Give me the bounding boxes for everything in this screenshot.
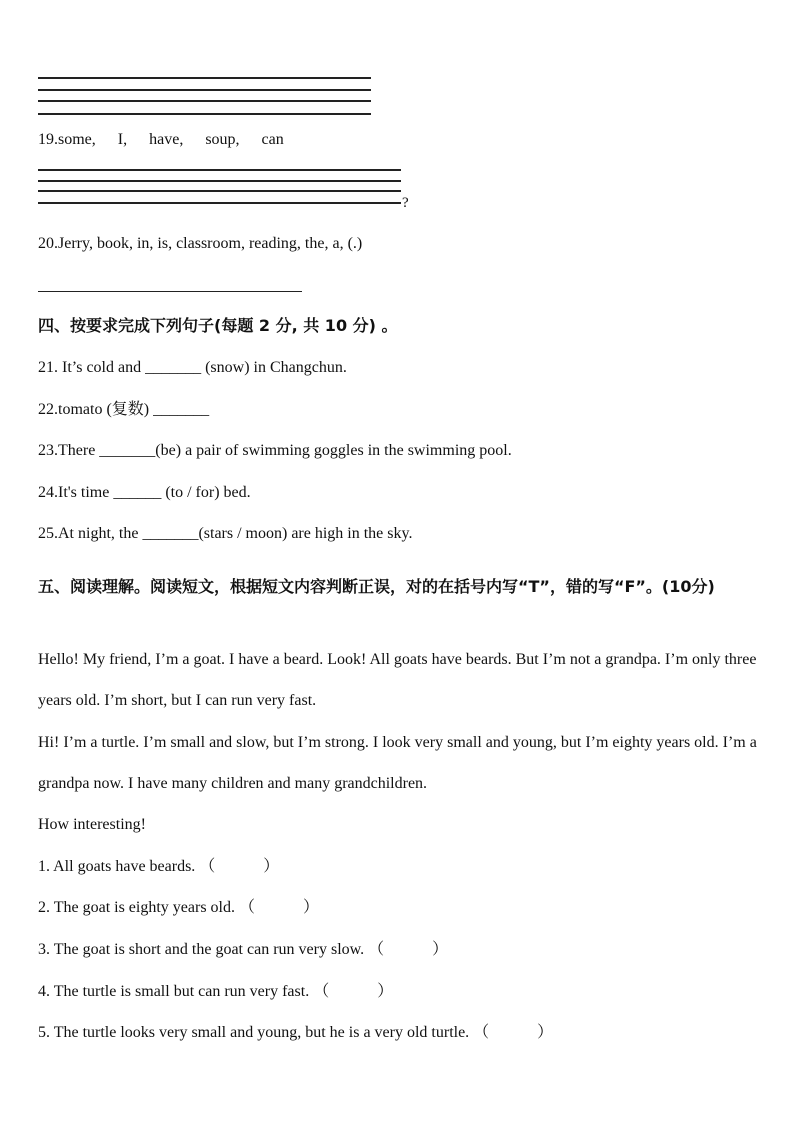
question-20: 20.Jerry, book, in, is, classroom, reading, the, a, (.) xyxy=(38,235,363,252)
question-23: 23.There _______(be) a pair of swimming goggles in the swimming pool. xyxy=(38,442,512,459)
question-number: 19. xyxy=(38,131,58,148)
word: can xyxy=(261,131,284,148)
passage-goat: Hello! My friend, I’m a goat. I have a beard. Look! All goats have beards. But I’m not a grandpa. I’m only three years old. I’m short, but I can run very fast. xyxy=(38,651,757,709)
answer-line[interactable] xyxy=(38,291,302,292)
question-mark: ? xyxy=(402,195,409,211)
question-25: 25.At night, the _______(stars / moon) are high in the sky. xyxy=(38,525,413,542)
answer-line[interactable] xyxy=(38,77,371,79)
question-21: 21. It’s cold and _______ (snow) in Changchun. xyxy=(38,359,347,376)
word: soup, xyxy=(205,131,240,148)
question-22: 22.tomato (复数) _______ xyxy=(38,401,210,418)
answer-line[interactable] xyxy=(38,100,371,102)
answer-line[interactable] xyxy=(38,180,401,182)
word: some, xyxy=(58,131,96,148)
section-5-heading: 五、阅读理解。阅读短文，根据短文内容判断正误，对的在括号内写“T”，错的写“F”。(10分) xyxy=(38,577,715,596)
answer-line[interactable] xyxy=(38,169,401,171)
passage-turtle: Hi! I’m a turtle. I’m small and slow, but I’m strong. I look very small and young, but I’m eighty years old. I’m a grandpa now. I have many children and many grandchildren. xyxy=(38,734,757,792)
tf-question-5: 5. The turtle looks very small and young, but he is a very old turtle. （ ） xyxy=(38,1024,554,1041)
tf-question-4: 4. The turtle is small but can run very fast. （ ） xyxy=(38,983,394,1000)
word: I, xyxy=(117,131,128,148)
answer-line[interactable] xyxy=(38,190,401,192)
tf-question-1: 1. All goats have beards. （ ） xyxy=(38,858,280,875)
section-4-heading: 四、按要求完成下列句子(每题 2 分, 共 10 分) 。 xyxy=(38,316,398,335)
question-24: 24.It's time ______ (to / for) bed. xyxy=(38,484,251,501)
tf-question-2: 2. The goat is eighty years old. （ ） xyxy=(38,899,320,916)
tf-question-3: 3. The goat is short and the goat can run very slow. （ ） xyxy=(38,941,449,958)
answer-line[interactable] xyxy=(38,89,371,91)
passage-closing: How interesting! xyxy=(38,816,146,833)
answer-line[interactable] xyxy=(38,202,401,204)
word: have, xyxy=(149,131,184,148)
answer-line[interactable] xyxy=(38,113,371,115)
question-19 xyxy=(38,130,306,150)
